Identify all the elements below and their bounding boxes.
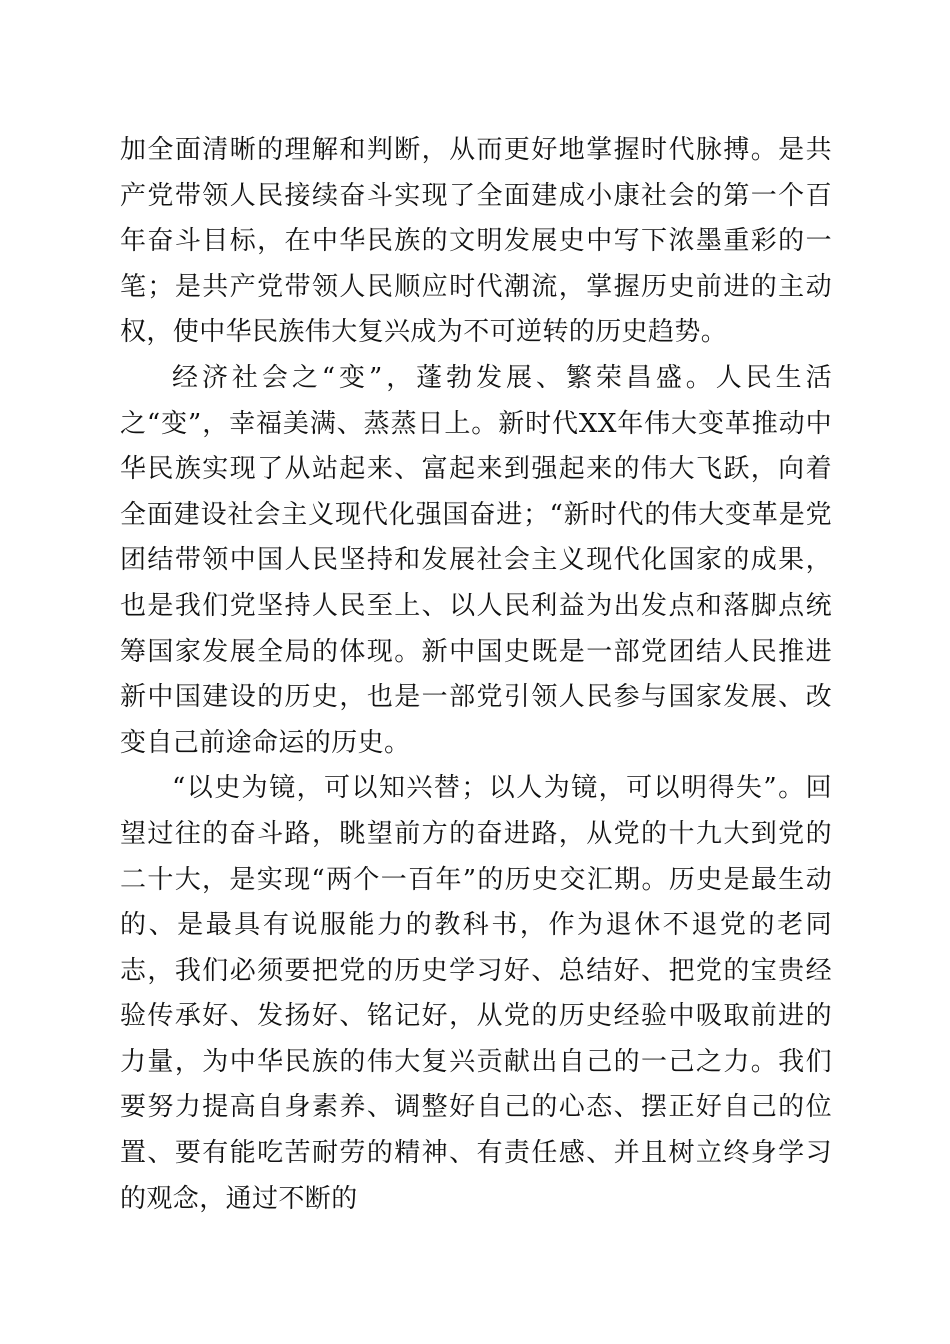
document-body xyxy=(120,128,832,1222)
paragraph-3: “以史为镜，可以知兴替；以人为镜，可以明得失”。回望过往的奋斗路，眺望前方的奋进路，从党的十九大到党的二十大，是实现“两个一百年”的历史交汇期。历史是最生动的、是最具有说服能力的教科书，作为退休不退党的老同志，我们必须要把党的历史学习好、总结好、把党的宝贵经验传承好、发扬好、铭记好，从党的历史经验中吸取前进的力量，为中华民族的伟大复兴贡献出自己的一己之力。我们要努力提高自身素养、调整好自己的心态、摆正好自己的位置、要有能吃苦耐劳的精神、有责任感、并且树立终身学习的观念，通过不断的 xyxy=(120,773,832,1214)
paragraph-2: 经济社会之“变”，蓬勃发展、繁荣昌盛。人民生活之“变”，幸福美满、蒸蒸日上。新时代XX年伟大变革推动中华民族实现了从站起来、富起来到强起来的伟大飞跃，向着全面建设社会主义现代化强国奋进；“新时代的伟大变革是党团结带领中国人民坚持和发展社会主义现代化国家的成果，也是我们党坚持人民至上、以人民利益为出发点和落脚点统筹国家发展全局的体现。新中国史既是一部党团结人民推进新中国建设的历史，也是一部党引领人民参与国家发展、改变自己前途命运的历史。 xyxy=(120,362,832,758)
paragraph-1: 加全面清晰的理解和判断，从而更好地掌握时代脉搏。是共产党带领人民接续奋斗实现了全面建成小康社会的第一个百年奋斗目标，在中华民族的文明发展史中写下浓墨重彩的一笔；是共产党带领人民顺应时代潮流，掌握历史前进的主动权，使中华民族伟大复兴成为不可逆转的历史趋势。 xyxy=(120,135,832,348)
